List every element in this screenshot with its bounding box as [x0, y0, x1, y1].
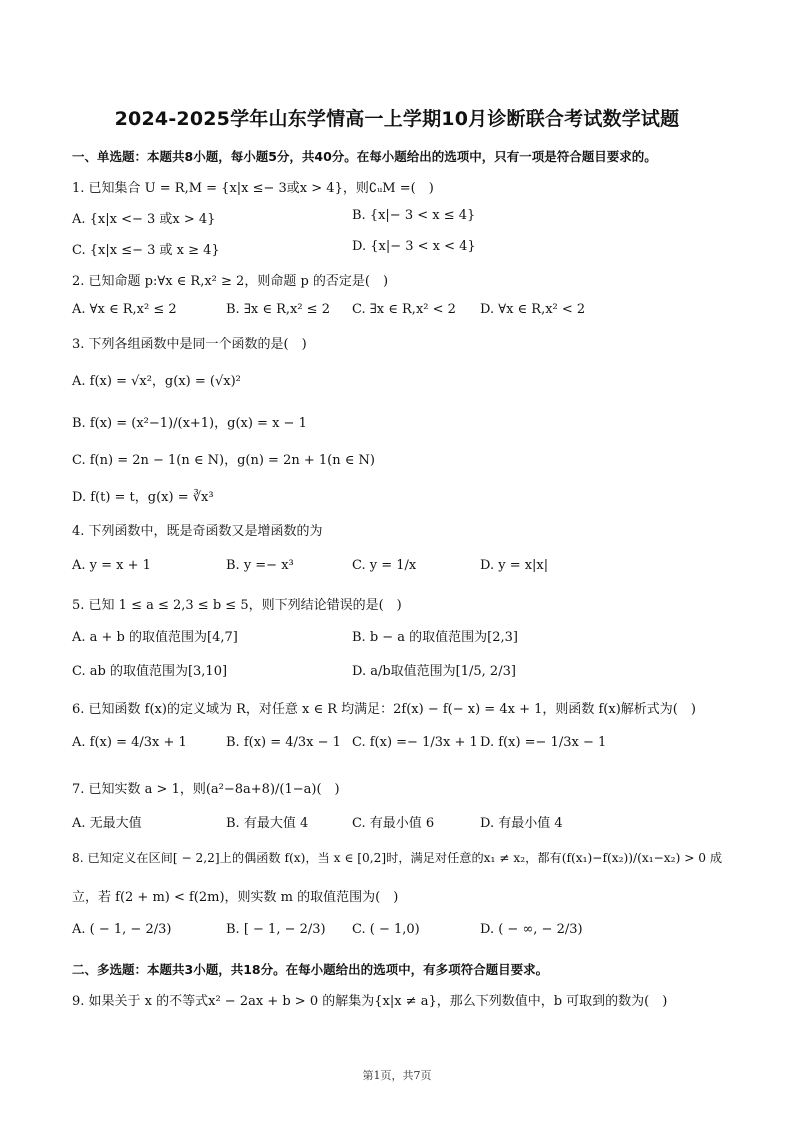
question-5-option-a: A. a + b 的取值范围为[4,7]	[72, 630, 238, 645]
question-6-stem: 6. 已知函数 f(x)的定义域为 R，对任意 x ∈ R 均满足：2f(x) − f(− x) = 4x + 1，则函数 f(x)解析式为( )	[72, 702, 696, 717]
page-title: 2024-2025学年山东学情高一上学期10月诊断联合考试数学试题	[114, 108, 680, 130]
question-1-option-c: C. {x|x ≤− 3 或 x ≥ 4}	[72, 243, 220, 258]
question-4-stem: 4. 下列函数中，既是奇函数又是增函数的为	[72, 524, 323, 539]
question-3-option-a: A. f(x) = √x²，g(x) = (√x)²	[72, 374, 241, 389]
question-2-option-d: D. ∀x ∈ R,x² < 2	[480, 302, 586, 317]
question-5-option-d: D. a/b取值范围为[1/5, 2/3]	[352, 664, 516, 679]
question-1-option-d: D. {x|− 3 < x < 4}	[352, 239, 476, 254]
question-1-stem: 1. 已知集合 U = R,M = {x|x ≤− 3或x > 4}，则∁ᵤM =( )	[72, 181, 434, 196]
question-4-option-b: B. y =− x³	[226, 558, 294, 573]
question-8-option-c: C. ( − 1,0)	[352, 922, 420, 937]
question-4-option-a: A. y = x + 1	[72, 558, 151, 573]
question-5-option-b: B. b − a 的取值范围为[2,3]	[352, 630, 518, 645]
question-2-option-c: C. ∃x ∈ R,x² < 2	[352, 302, 456, 317]
section-heading-multi-choice: 二、多选题：本题共3小题，共18分。在每小题给出的选项中，有多项符合题目要求。	[72, 962, 549, 977]
section-heading-single-choice: 一、单选题：本题共8小题，每小题5分，共40分。在每小题给出的选项中，只有一项是符合题目要求的。	[72, 149, 657, 164]
question-7-option-b: B. 有最大值 4	[226, 816, 309, 831]
question-3-option-b: B. f(x) = (x²−1)/(x+1)，g(x) = x − 1	[72, 416, 307, 431]
question-8-option-a: A. ( − 1, − 2/3)	[72, 922, 172, 937]
question-6-option-d: D. f(x) =− 1/3x − 1	[480, 735, 607, 750]
question-2-option-a: A. ∀x ∈ R,x² ≤ 2	[72, 302, 177, 317]
question-4-option-c: C. y = 1/x	[352, 558, 417, 573]
question-5-option-c: C. ab 的取值范围为[3,10]	[72, 664, 228, 679]
question-8-option-d: D. ( − ∞, − 2/3)	[480, 922, 583, 937]
question-5-stem: 5. 已知 1 ≤ a ≤ 2,3 ≤ b ≤ 5，则下列结论错误的是( )	[72, 598, 402, 613]
question-3-option-d: D. f(t) = t，g(x) = ∛x³	[72, 490, 214, 505]
question-3-option-c: C. f(n) = 2n − 1(n ∈ N)，g(n) = 2n + 1(n ∈ N)	[72, 453, 375, 468]
question-8-option-b: B. [ − 1, − 2/3)	[226, 922, 326, 937]
question-8-stem-continued: 立，若 f(2 + m) < f(2m)，则实数 m 的取值范围为( )	[72, 890, 399, 905]
question-3-stem: 3. 下列各组函数中是同一个函数的是( )	[72, 337, 307, 352]
question-8-stem: 8. 已知定义在区间[ − 2,2]上的偶函数 f(x)，当 x ∈ [0,2]时，满足对任意的x₁ ≠ x₂，都有(f(x₁)−f(x₂))/(x₁−x₂) > 0 成	[72, 851, 723, 865]
question-7-stem: 7. 已知实数 a > 1，则(a²−8a+8)/(1−a)( )	[72, 782, 340, 797]
question-7-option-c: C. 有最小值 6	[352, 816, 435, 831]
question-1-option-a: A. {x|x <− 3 或x > 4}	[72, 212, 216, 227]
question-6-option-c: C. f(x) =− 1/3x + 1	[352, 735, 478, 750]
question-9-stem: 9. 如果关于 x 的不等式x² − 2ax + b > 0 的解集为{x|x ≠ a}，那么下列数值中，b 可取到的数为( )	[72, 994, 668, 1009]
question-4-option-d: D. y = x|x|	[480, 558, 549, 573]
question-6-option-b: B. f(x) = 4/3x − 1	[226, 735, 341, 750]
page-footer: 第1页，共7页	[362, 1069, 432, 1082]
question-1-option-b: B. {x|− 3 < x ≤ 4}	[352, 208, 476, 223]
question-7-option-a: A. 无最大值	[72, 816, 142, 831]
question-6-option-a: A. f(x) = 4/3x + 1	[72, 735, 187, 750]
question-2-stem: 2. 已知命题 p:∀x ∈ R,x² ≥ 2，则命题 p 的否定是( )	[72, 274, 389, 289]
question-7-option-d: D. 有最小值 4	[480, 816, 563, 831]
question-2-option-b: B. ∃x ∈ R,x² ≤ 2	[226, 302, 330, 317]
